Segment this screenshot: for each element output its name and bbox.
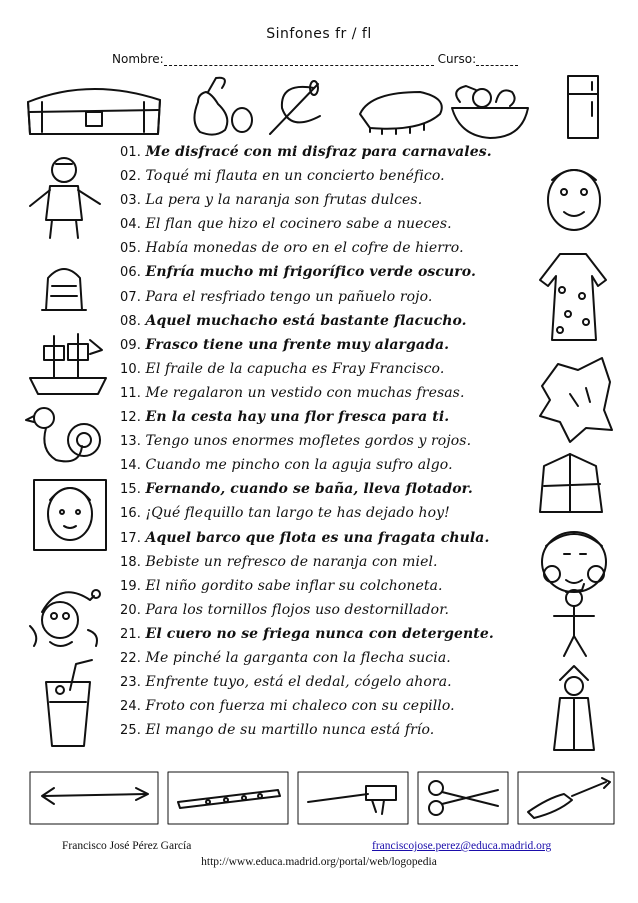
sentence-text: La pera y la naranja son frutas dulces. (145, 192, 423, 209)
bottom-picture-strip (28, 768, 618, 828)
screwdriver-icon (308, 786, 396, 814)
sentence-item (120, 646, 530, 670)
sentence-number: 07. (120, 289, 141, 305)
sentence-text: El flan que hizo el cocinero sabe a nueces. (145, 216, 452, 233)
sentence-item (120, 188, 530, 212)
sentence-text: El mango de su martillo nunca está frío. (145, 722, 435, 739)
sentence-item (120, 718, 530, 742)
arrow-icon (42, 788, 148, 804)
sentence-number: 16. (120, 506, 141, 522)
sentence-number: 23. (120, 675, 141, 691)
sentence-number: 21. (120, 626, 141, 642)
sentence-item (120, 429, 530, 453)
page-title: Sinfones fr / fl (266, 26, 372, 42)
sentence-item (120, 381, 530, 405)
sentence-number: 17. (120, 530, 141, 546)
sentence-number: 06. (120, 265, 141, 281)
chest-icon (28, 89, 160, 134)
sentence-number: 01. (120, 145, 141, 160)
sentence-text: Me pinché la garganta con la flecha sucia. (145, 649, 451, 666)
sentence-number: 25. (120, 723, 141, 739)
sentence-number: 15. (120, 482, 141, 498)
sentence-number: 09. (120, 337, 141, 353)
brush-icon (360, 92, 442, 134)
flute-icon (178, 790, 280, 808)
sentence-item (120, 550, 530, 574)
sentence-item (120, 309, 530, 333)
scissors-icon (429, 781, 498, 815)
left-picture-column (20, 150, 120, 760)
sentence-number: 22. (120, 650, 141, 666)
sentence-number: 13. (120, 434, 141, 450)
name-blank[interactable] (164, 53, 434, 66)
sentence-text: Enfría mucho mi frigorífico verde oscuro. (145, 264, 476, 281)
clown-icon (30, 590, 100, 646)
name-course-line (112, 52, 518, 66)
footer-email-link[interactable]: franciscojose.perez@educa.madrid.org (372, 840, 552, 852)
dress-icon (540, 254, 606, 340)
sentence-item (120, 622, 530, 646)
sentence-item (120, 526, 530, 550)
course-label: Curso: (437, 52, 477, 66)
name-label: Nombre: (112, 52, 164, 66)
sentence-number: 19. (120, 578, 141, 594)
sentence-text: Frasco tiene una frente muy alargada. (145, 336, 450, 353)
friar-icon (30, 158, 100, 238)
sentence-number: 08. (120, 313, 141, 329)
sentence-item (120, 670, 530, 694)
boy-icon (34, 480, 106, 550)
glass-straw-icon (46, 660, 92, 746)
sentence-text: Para el resfriado tengo un pañuelo rojo. (145, 288, 433, 305)
sentence-text: Froto con fuerza mi chaleco con su cepillo. (145, 698, 455, 715)
cheeks-face-icon (542, 532, 606, 592)
sentence-number: 04. (120, 217, 141, 233)
sentence-item (120, 501, 530, 525)
sentence-number: 18. (120, 554, 141, 570)
vest-icon (540, 454, 602, 512)
sentence-item (120, 574, 530, 598)
sentence-number: 20. (120, 602, 141, 618)
sentence-item (120, 236, 530, 260)
sentence-item (120, 694, 530, 718)
friar-hood-icon (554, 666, 594, 750)
screwdriver-2-icon (528, 778, 610, 818)
chubby-face-icon (548, 170, 600, 230)
thin-boy-icon (554, 584, 594, 656)
sentence-text: Toqué mi flauta en un concierto benéfico. (145, 168, 445, 185)
sentence-item (120, 477, 530, 501)
fruit-bowl-icon (452, 86, 528, 138)
sentence-text: Bebiste un refresco de naranja con miel. (145, 553, 438, 570)
sentence-number: 14. (120, 458, 141, 474)
sentence-text: Aquel barco que flota es una fragata chula. (145, 529, 490, 546)
sentence-number: 03. (120, 193, 141, 209)
sentence-text: ¡Qué flequillo tan largo te has dejado hoy! (145, 505, 450, 522)
top-picture-strip (20, 72, 618, 142)
thimble-icon (42, 269, 86, 310)
pear-icon (194, 78, 252, 135)
footer-author: Francisco José Pérez García (62, 840, 192, 852)
sentence-item (120, 453, 530, 477)
sentence-text: Aquel muchacho está bastante flacucho. (145, 312, 467, 329)
sentence-item (120, 212, 530, 236)
sentence-item (120, 260, 530, 284)
needle-icon (270, 81, 320, 134)
sentence-text: El niño gordito sabe inflar su colchoneta. (145, 577, 443, 594)
sentence-item (120, 598, 530, 622)
sentence-text: Fernando, cuando se baña, lleva flotador. (145, 481, 473, 498)
skin-rug-icon (540, 358, 612, 442)
sentence-item (120, 333, 530, 357)
sentence-number: 02. (120, 169, 141, 185)
sentence-text: El fraile de la capucha es Fray Francisco. (145, 360, 445, 377)
fridge-icon (568, 76, 598, 138)
sentence-item (120, 357, 530, 381)
sentence-text: Para los tornillos flojos uso destornillador. (145, 601, 450, 618)
float-duck-icon (26, 408, 100, 461)
course-blank[interactable] (476, 53, 518, 66)
sentence-number: 05. (120, 241, 141, 257)
sentence-number: 12. (120, 410, 141, 426)
ship-icon (30, 334, 106, 394)
sentence-text: Me regalaron un vestido con muchas fresas. (145, 384, 465, 401)
sentence-text: En la cesta hay una flor fresca para ti. (145, 409, 450, 426)
sentence-text: Tengo unos enormes mofletes gordos y rojos. (145, 433, 472, 450)
sentence-text: El cuero no se friega nunca con detergente. (145, 625, 494, 642)
sentence-item (120, 164, 530, 188)
sentence-text: Me disfracé con mi disfraz para carnavales. (145, 144, 492, 160)
sentence-text: Enfrente tuyo, está el dedal, cógelo ahora. (145, 674, 452, 691)
sentence-number: 11. (120, 385, 141, 401)
sentence-list (120, 140, 530, 742)
right-picture-column (530, 150, 630, 760)
sentence-item (120, 285, 530, 309)
sentence-number: 24. (120, 699, 141, 715)
sentence-item (120, 405, 530, 429)
sentence-text: Había monedas de oro en el cofre de hierro. (145, 240, 464, 257)
sentence-item (120, 140, 530, 164)
sentence-text: Cuando me pincho con la aguja sufro algo. (145, 457, 453, 474)
footer-url[interactable]: http://www.educa.madrid.org/portal/web/logopedia (201, 856, 437, 868)
sentence-number: 10. (120, 361, 141, 377)
